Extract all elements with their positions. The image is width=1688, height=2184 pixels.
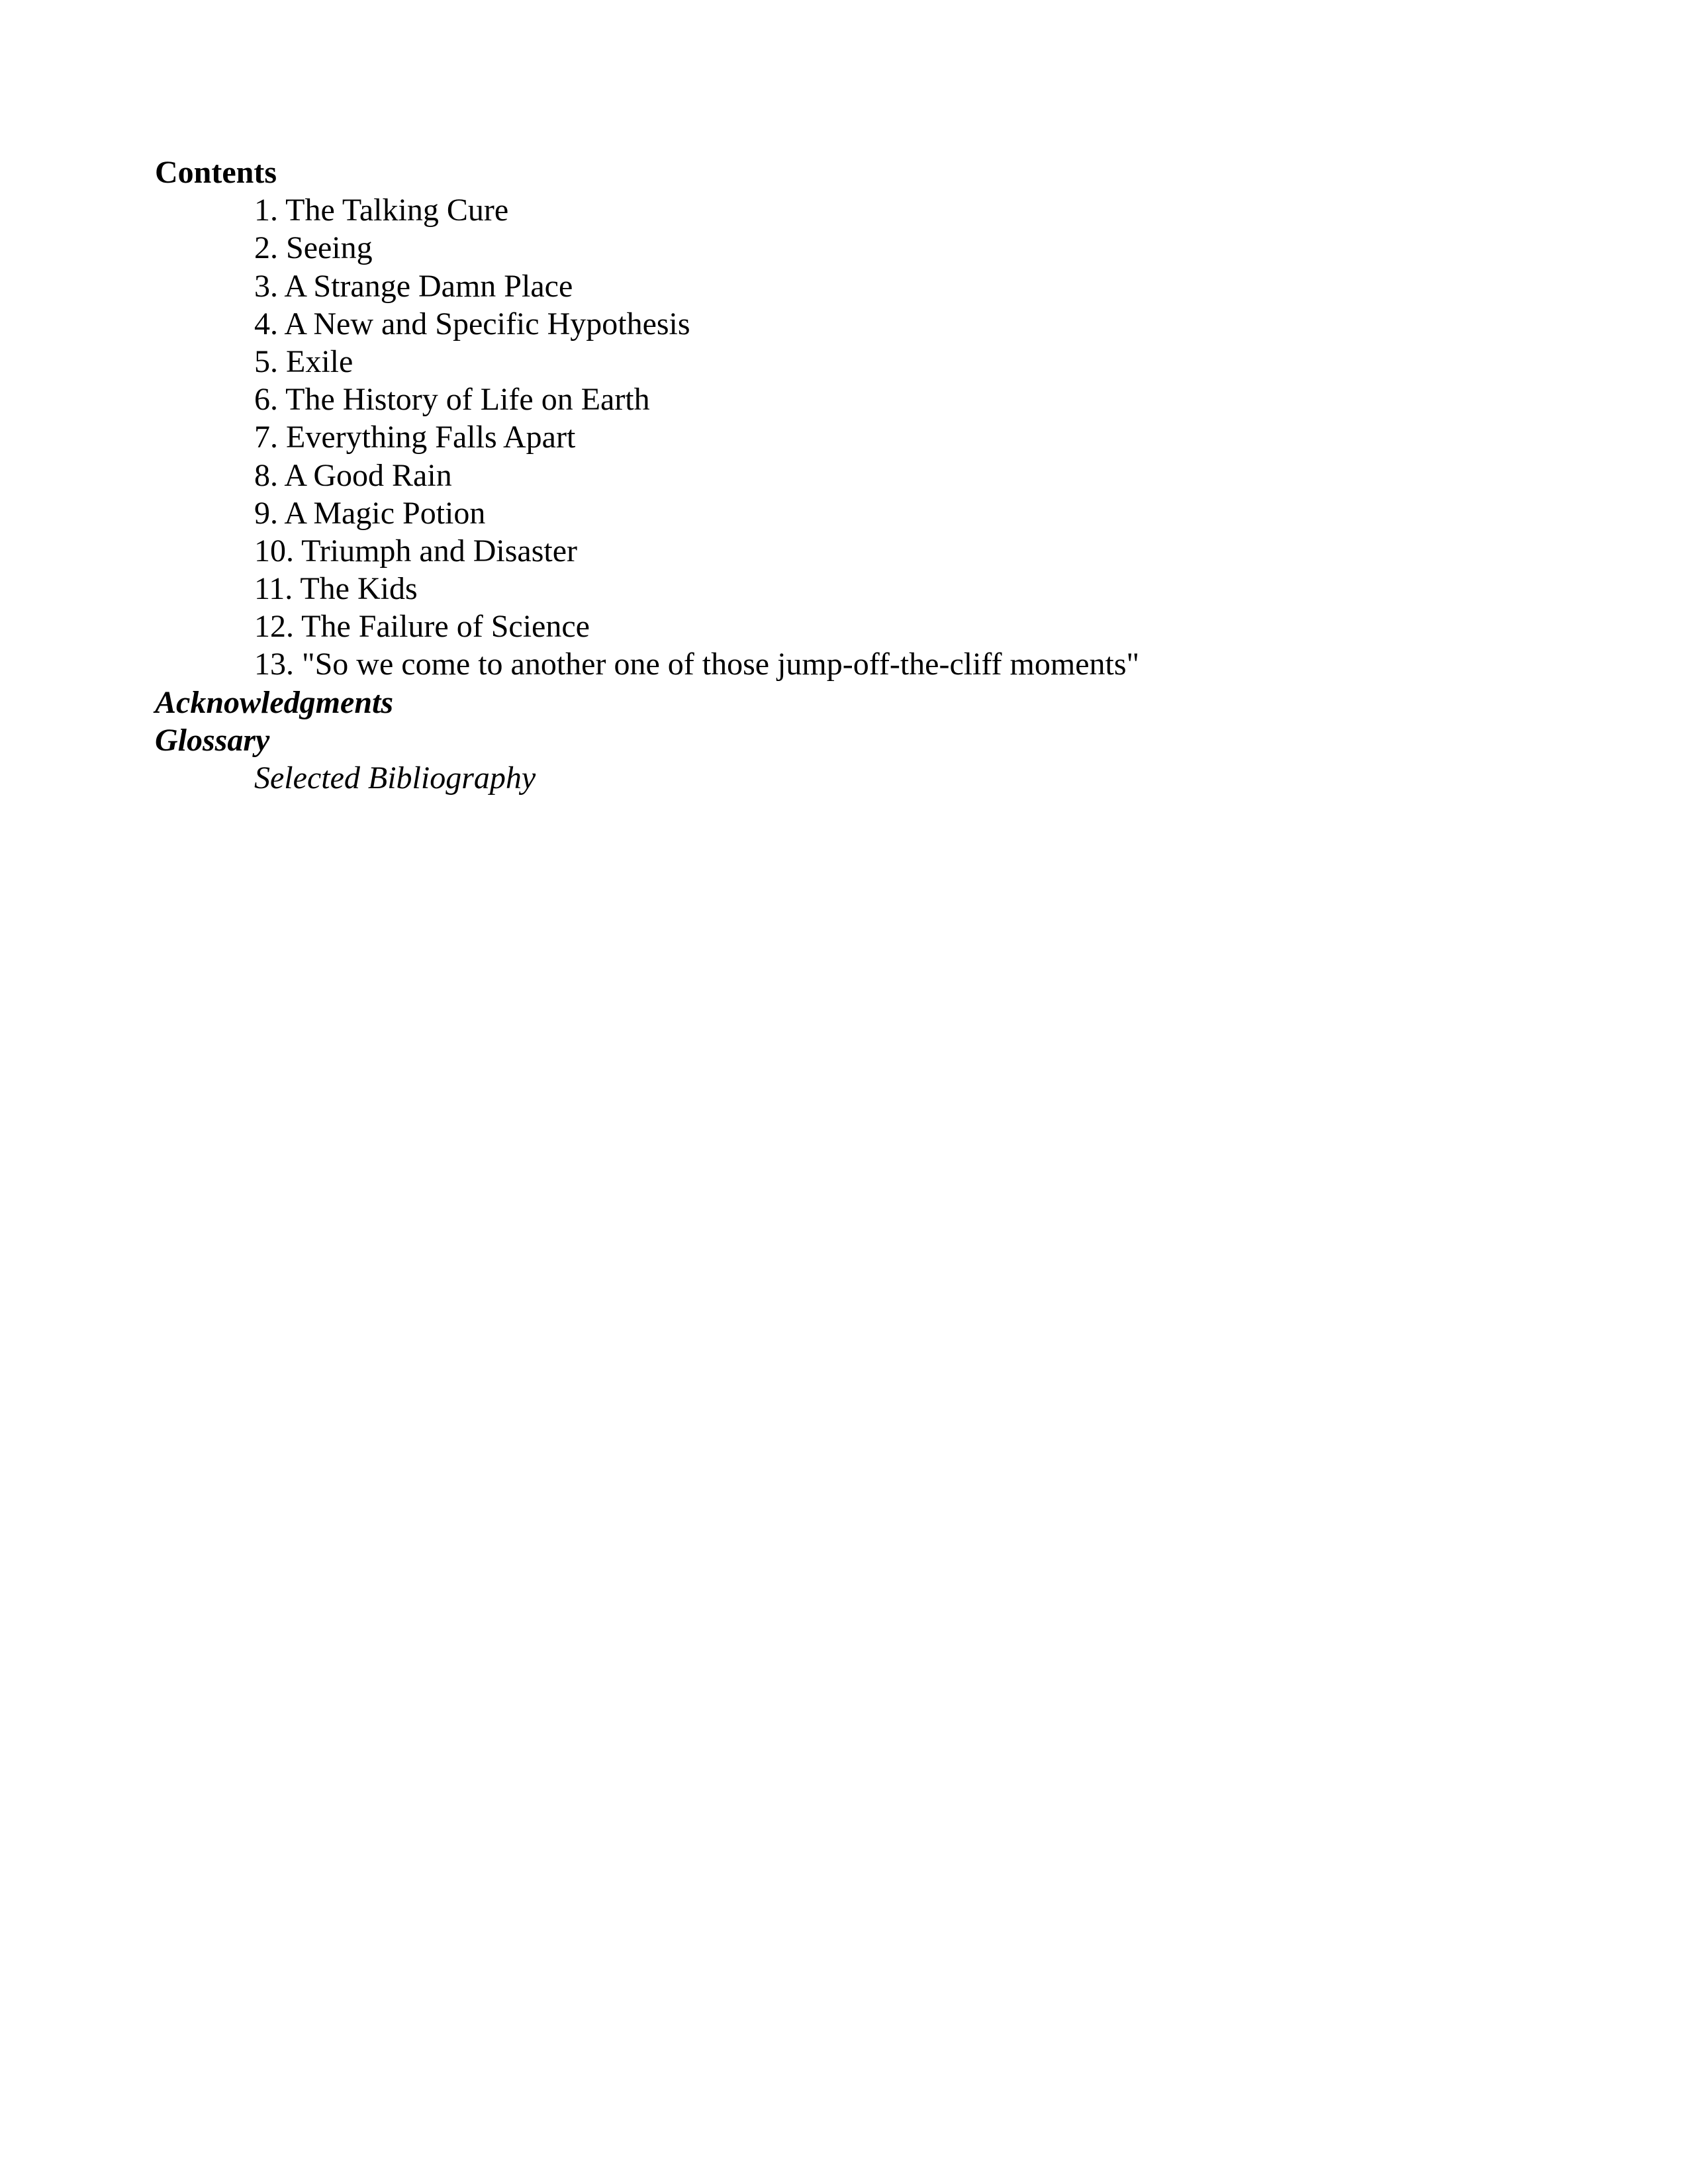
toc-chapter-9[interactable]: 9. A Magic Potion xyxy=(254,495,486,531)
toc-chapter-6[interactable]: 6. The History of Life on Earth xyxy=(254,382,650,418)
toc-chapter-12[interactable]: 12. The Failure of Science xyxy=(254,609,590,645)
toc-chapter-13[interactable]: 13. "So we come to another one of those jump-off-the-cliff moments" xyxy=(254,647,1140,682)
toc-chapter-7[interactable]: 7. Everything Falls Apart xyxy=(254,420,576,455)
table-of-contents xyxy=(155,154,1545,797)
toc-chapter-11[interactable]: 11. The Kids xyxy=(254,571,418,607)
contents-heading: Contents xyxy=(155,155,277,190)
toc-chapter-5[interactable]: 5. Exile xyxy=(254,343,353,379)
toc-chapter-1[interactable]: 1. The Talking Cure xyxy=(254,193,509,228)
toc-chapter-10[interactable]: 10. Triumph and Disaster xyxy=(254,533,578,569)
toc-chapter-8[interactable]: 8. A Good Rain xyxy=(254,457,452,493)
toc-chapter-3[interactable]: 3. A Strange Damn Place xyxy=(254,268,573,304)
toc-chapter-4[interactable]: 4. A New and Specific Hypothesis xyxy=(254,306,690,341)
toc-glossary[interactable]: Glossary xyxy=(155,722,270,758)
toc-acknowledgments[interactable]: Acknowledgments xyxy=(155,684,394,720)
toc-chapter-2[interactable]: 2. Seeing xyxy=(254,230,373,266)
toc-bibliography[interactable]: Selected Bibliography xyxy=(254,760,536,796)
